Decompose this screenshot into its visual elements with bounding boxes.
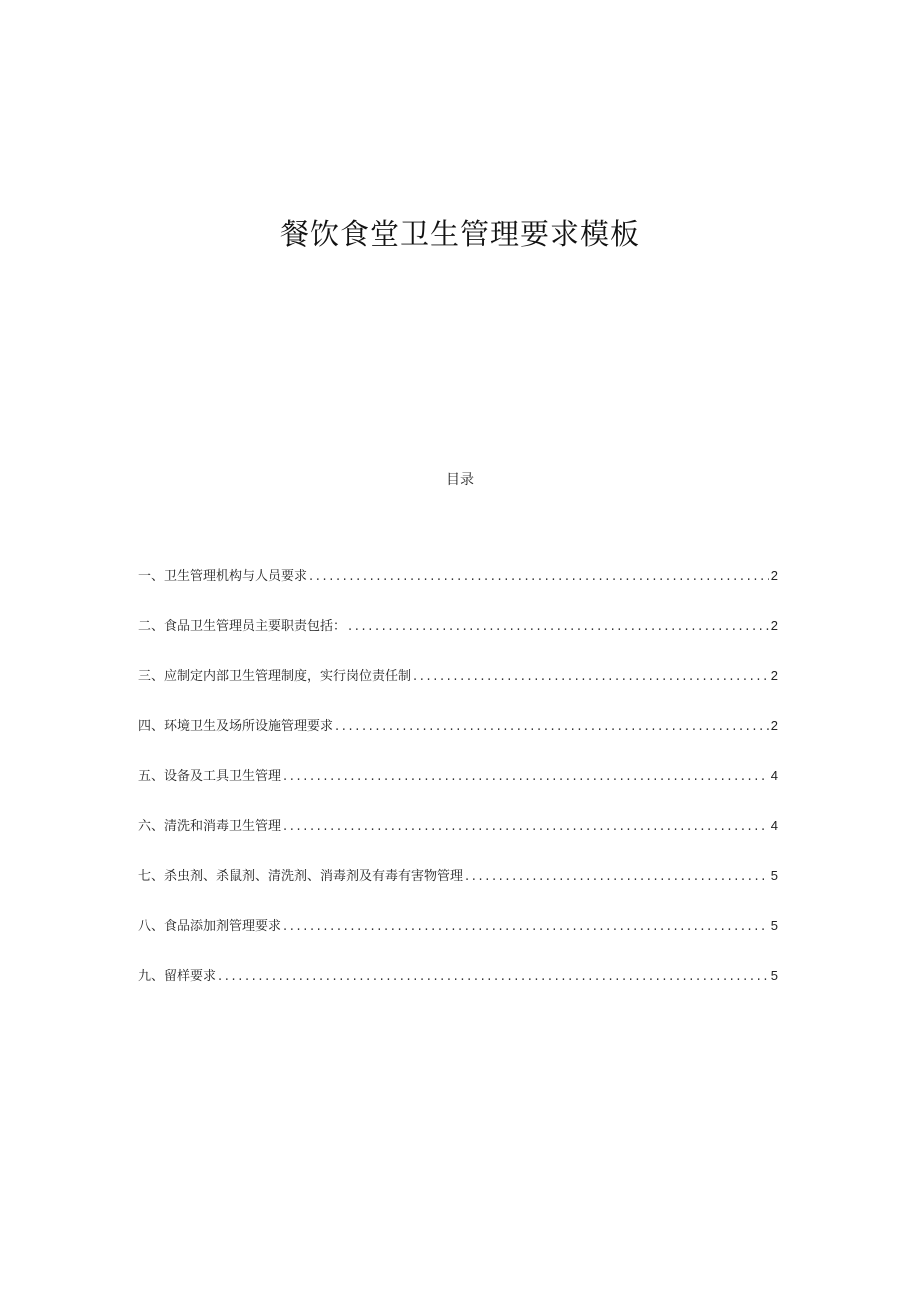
toc-entry-text: 五、设备及工具卫生管理	[138, 769, 282, 784]
toc-entry-text: 八、食品添加剂管理要求	[138, 919, 282, 934]
toc-entry[interactable]	[138, 965, 778, 1015]
toc-entry-text: 七、杀虫剂、杀鼠剂、清洗剂、消毒剂及有毒有害物管理	[138, 869, 464, 884]
toc-entry-text: 三、应制定内部卫生管理制度，实行岗位责任制	[138, 669, 412, 684]
toc-entry[interactable]	[138, 765, 778, 815]
toc-dot-leader	[218, 969, 769, 984]
toc-page-number: 2	[770, 718, 778, 733]
toc-entry[interactable]	[138, 915, 778, 965]
document-title: 餐饮食堂卫生管理要求模板	[279, 217, 640, 251]
toc-page-number: 5	[770, 918, 778, 933]
toc-entry[interactable]	[138, 865, 778, 915]
toc-dot-leader	[413, 669, 769, 684]
toc-entry-text: 二、食品卫生管理员主要职责包括：	[138, 619, 347, 634]
toc-page-number: 4	[770, 818, 778, 833]
toc-page-number: 5	[770, 968, 778, 983]
toc-page-number: 5	[770, 868, 778, 883]
toc-page-number: 4	[770, 768, 778, 783]
toc-entry[interactable]	[138, 615, 778, 665]
toc-dot-leader	[335, 719, 769, 734]
toc-dot-leader	[283, 819, 769, 834]
toc-page-number: 2	[770, 618, 778, 633]
toc-dot-leader	[283, 919, 769, 934]
table-of-contents	[138, 565, 778, 1015]
toc-entry-text: 九、留样要求	[138, 969, 217, 984]
toc-entry[interactable]	[138, 565, 778, 615]
toc-dot-leader	[309, 569, 769, 584]
toc-dot-leader	[348, 619, 769, 634]
toc-entry[interactable]	[138, 715, 778, 765]
toc-entry[interactable]	[138, 665, 778, 715]
toc-page-number: 2	[770, 568, 778, 583]
toc-page-number: 2	[770, 668, 778, 683]
toc-entry-text: 四、环境卫生及场所设施管理要求	[138, 719, 334, 734]
toc-dot-leader	[283, 769, 769, 784]
toc-heading: 目录	[446, 472, 474, 488]
toc-entry-text: 一、卫生管理机构与人员要求	[138, 569, 308, 584]
toc-entry-text: 六、清洗和消毒卫生管理	[138, 819, 282, 834]
toc-entry[interactable]	[138, 815, 778, 865]
toc-dot-leader	[465, 869, 769, 884]
